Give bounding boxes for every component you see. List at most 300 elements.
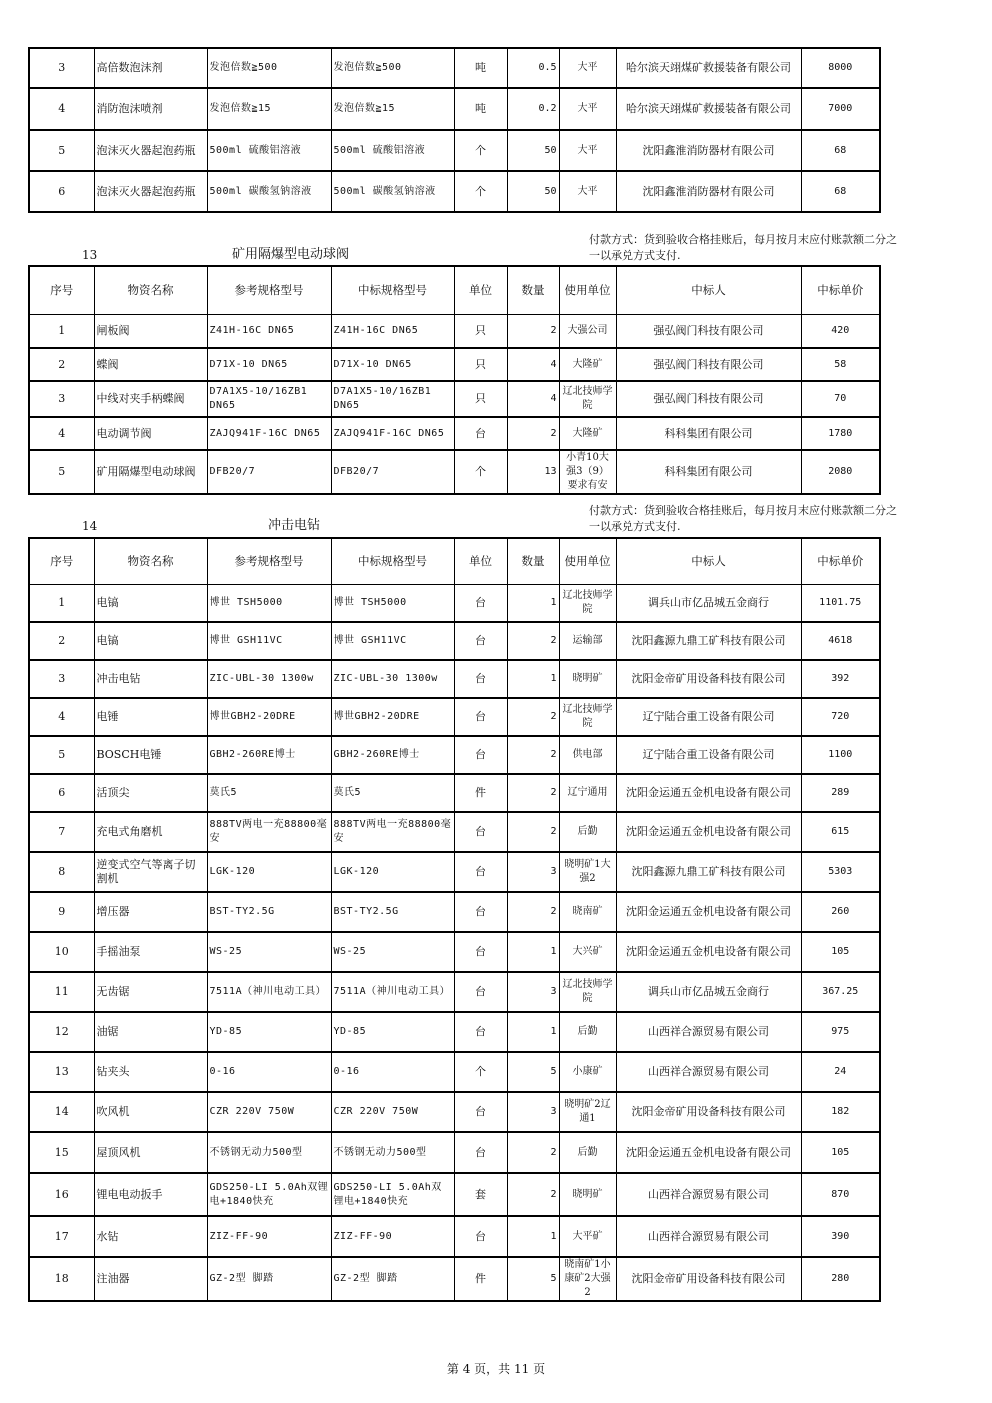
cell-vendor: 辽宁陆合重工设备有限公司 (616, 736, 801, 774)
table-row (29, 660, 880, 698)
cell-vendor: 强弘阀门科技有限公司 (616, 348, 801, 381)
cell-quantity: 3 (507, 852, 559, 892)
cell-user-unit: 大平 (559, 171, 616, 212)
table-row (29, 972, 880, 1012)
table-row (29, 130, 880, 171)
cell-row-number: 2 (29, 622, 94, 660)
cell-user-unit: 大平 (559, 130, 616, 171)
section-13-header (28, 232, 897, 268)
cell-user-unit: 晓明矿 (559, 660, 616, 698)
cell-user-unit: 大隆矿 (559, 417, 616, 450)
cell-vendor: 沈阳金运通五金机电设备有限公司 (616, 1132, 801, 1173)
cell-unit-price: 105 (801, 932, 880, 972)
cell-user-unit: 运输部 (559, 622, 616, 660)
cell-unit-price: 58 (801, 348, 880, 381)
cell-unit-price: 1100 (801, 736, 880, 774)
page-footer: 第 4 页，共 11 页 (446, 1362, 546, 1376)
cell-row-number: 2 (29, 348, 94, 381)
table-row (29, 736, 880, 774)
cell-bid-spec: GBH2-260RE博士 (331, 736, 454, 774)
cell-bid-spec: YD-85 (331, 1012, 454, 1052)
cell-unit: 台 (454, 1132, 507, 1173)
table-row (29, 1012, 880, 1052)
cell-quantity: 1 (507, 932, 559, 972)
table-row (29, 1257, 880, 1301)
cell-unit: 只 (454, 348, 507, 381)
cell-user-unit: 大隆矿 (559, 348, 616, 381)
cell-bid-spec: 500ml 硫酸铝溶液 (331, 130, 454, 171)
cell-row-number: 5 (29, 736, 94, 774)
cell-ref-spec: 发泡倍数≧500 (207, 48, 331, 88)
col-header-bid: 中标规格型号 (331, 538, 454, 584)
cell-item-name: 油锯 (94, 1012, 207, 1052)
cell-ref-spec: 发泡倍数≧15 (207, 88, 331, 130)
cell-unit: 个 (454, 130, 507, 171)
cell-unit: 套 (454, 1173, 507, 1216)
cell-ref-spec: 0-16 (207, 1052, 331, 1092)
cell-unit: 件 (454, 774, 507, 812)
col-header-name: 物资名称 (94, 266, 207, 314)
table-row (29, 348, 880, 381)
cell-user-unit: 晓明矿2辽通1 (559, 1092, 616, 1132)
cell-ref-spec: WS-25 (207, 932, 331, 972)
cell-bid-spec: CZR 220V 750W (331, 1092, 454, 1132)
section-title: 矿用隔爆型电动球阀 (232, 247, 350, 262)
cell-user-unit: 小康矿 (559, 1052, 616, 1092)
cell-ref-spec: D7A1X5-10/16ZB1 DN65 (207, 381, 331, 417)
cell-item-name: 泡沫灭火器起泡药瓶 (94, 130, 207, 171)
cell-vendor: 山西祥合源贸易有限公司 (616, 1052, 801, 1092)
cell-ref-spec: 500ml 碳酸氢钠溶液 (207, 171, 331, 212)
cell-quantity: 2 (507, 314, 559, 348)
cell-row-number: 8 (29, 852, 94, 892)
cell-item-name: 泡沫灭火器起泡药瓶 (94, 171, 207, 212)
cell-bid-spec: ZIZ-FF-90 (331, 1216, 454, 1257)
table-header-row (29, 266, 880, 314)
cell-row-number: 5 (29, 130, 94, 171)
cell-item-name: 钻夹头 (94, 1052, 207, 1092)
cell-item-name: 水钻 (94, 1216, 207, 1257)
cell-bid-spec: 发泡倍数≧500 (331, 48, 454, 88)
table-header-row (29, 538, 880, 584)
cell-row-number: 7 (29, 812, 94, 852)
cell-unit-price: 68 (801, 130, 880, 171)
cell-row-number: 18 (29, 1257, 94, 1301)
table-row (29, 314, 880, 348)
cell-vendor: 调兵山市亿品城五金商行 (616, 972, 801, 1012)
cell-vendor: 沈阳金运通五金机电设备有限公司 (616, 774, 801, 812)
cell-vendor: 沈阳鑫淮消防器材有限公司 (616, 171, 801, 212)
cell-item-name: 锂电电动扳手 (94, 1173, 207, 1216)
table-row (29, 88, 880, 130)
col-header-user: 使用单位 (559, 266, 616, 314)
cell-quantity: 1 (507, 1012, 559, 1052)
cell-quantity: 3 (507, 1092, 559, 1132)
col-header-ref: 参考规格型号 (207, 538, 331, 584)
cell-quantity: 1 (507, 584, 559, 622)
cell-ref-spec: Z41H-16C DN65 (207, 314, 331, 348)
section-number: 14 (82, 519, 98, 533)
cell-unit-price: 367.25 (801, 972, 880, 1012)
cell-user-unit: 供电部 (559, 736, 616, 774)
cell-quantity: 2 (507, 736, 559, 774)
cell-unit: 台 (454, 698, 507, 736)
payment-terms: 付款方式：货到验收合格挂账后，每月按月末应付账款额二分之一以承兑方式支付. (589, 233, 897, 262)
cell-unit: 台 (454, 852, 507, 892)
cell-user-unit: 晓明矿 (559, 1173, 616, 1216)
table-row (29, 698, 880, 736)
cell-quantity: 2 (507, 1173, 559, 1216)
cell-item-name: 高倍数泡沫剂 (94, 48, 207, 88)
cell-vendor: 山西祥合源贸易有限公司 (616, 1173, 801, 1216)
cell-user-unit: 辽北技师学院 (559, 698, 616, 736)
cell-quantity: 2 (507, 892, 559, 932)
cell-unit: 个 (454, 450, 507, 494)
cell-user-unit: 晓南矿 (559, 892, 616, 932)
cell-row-number: 11 (29, 972, 94, 1012)
cell-quantity: 4 (507, 348, 559, 381)
cell-unit: 台 (454, 1216, 507, 1257)
cell-row-number: 17 (29, 1216, 94, 1257)
cell-bid-spec: D7A1X5-10/16ZB1 DN65 (331, 381, 454, 417)
cell-vendor: 强弘阀门科技有限公司 (616, 381, 801, 417)
cell-item-name: 手摇油泵 (94, 932, 207, 972)
cell-vendor: 沈阳鑫淮消防器材有限公司 (616, 130, 801, 171)
col-header-price: 中标单价 (801, 266, 880, 314)
cell-user-unit: 辽宁通用 (559, 774, 616, 812)
cell-row-number: 4 (29, 417, 94, 450)
cell-ref-spec: 莫氏5 (207, 774, 331, 812)
cell-item-name: 消防泡沫喷剂 (94, 88, 207, 130)
cell-ref-spec: 博世GBH2-20DRE (207, 698, 331, 736)
cell-item-name: 充电式角磨机 (94, 812, 207, 852)
cell-row-number: 4 (29, 698, 94, 736)
col-header-vendor: 中标人 (616, 538, 801, 584)
col-header-qty: 数量 (507, 266, 559, 314)
cell-unit: 台 (454, 892, 507, 932)
cell-unit-price: 280 (801, 1257, 880, 1301)
cell-vendor: 沈阳鑫源九鼎工矿科技有限公司 (616, 852, 801, 892)
cell-quantity: 1 (507, 1216, 559, 1257)
col-header-no: 序号 (29, 266, 94, 314)
col-header-qty: 数量 (507, 538, 559, 584)
cell-row-number: 3 (29, 48, 94, 88)
cell-bid-spec: ZAJQ941F-16C DN65 (331, 417, 454, 450)
cell-unit-price: 870 (801, 1173, 880, 1216)
cell-item-name: 增压器 (94, 892, 207, 932)
cell-unit: 只 (454, 314, 507, 348)
cell-item-name: 蝶阀 (94, 348, 207, 381)
col-header-user: 使用单位 (559, 538, 616, 584)
table-row (29, 450, 880, 494)
cell-unit-price: 24 (801, 1052, 880, 1092)
cell-unit-price: 1780 (801, 417, 880, 450)
cell-ref-spec: D71X-10 DN65 (207, 348, 331, 381)
cell-bid-spec: D71X-10 DN65 (331, 348, 454, 381)
cell-vendor: 哈尔滨天翊煤矿救援装备有限公司 (616, 88, 801, 130)
cell-quantity: 13 (507, 450, 559, 494)
cell-vendor: 科科集团有限公司 (616, 450, 801, 494)
cell-unit-price: 68 (801, 171, 880, 212)
cell-quantity: 2 (507, 812, 559, 852)
cell-item-name: 电镐 (94, 584, 207, 622)
cell-vendor: 沈阳金帝矿用设备科技有限公司 (616, 1257, 801, 1301)
cell-user-unit: 辽北技师学院 (559, 584, 616, 622)
cell-ref-spec: 888TV两电一充88800毫安 (207, 812, 331, 852)
cell-ref-spec: 博世 TSH5000 (207, 584, 331, 622)
cell-unit: 吨 (454, 48, 507, 88)
cell-bid-spec: 博世 GSH11VC (331, 622, 454, 660)
table-row (29, 1092, 880, 1132)
cell-quantity: 4 (507, 381, 559, 417)
cell-bid-spec: 500ml 碳酸氢钠溶液 (331, 171, 454, 212)
table-section-13 (28, 265, 881, 495)
cell-row-number: 10 (29, 932, 94, 972)
cell-unit: 台 (454, 417, 507, 450)
cell-quantity: 2 (507, 417, 559, 450)
cell-user-unit: 大兴矿 (559, 932, 616, 972)
cell-user-unit: 辽北技师学院 (559, 972, 616, 1012)
table-row (29, 584, 880, 622)
cell-ref-spec: CZR 220V 750W (207, 1092, 331, 1132)
table-row (29, 622, 880, 660)
cell-bid-spec: GZ-2型 脚踏 (331, 1257, 454, 1301)
cell-quantity: 2 (507, 622, 559, 660)
cell-unit-price: 8000 (801, 48, 880, 88)
cell-row-number: 6 (29, 774, 94, 812)
cell-unit-price: 5303 (801, 852, 880, 892)
cell-unit: 只 (454, 381, 507, 417)
cell-ref-spec: 500ml 硫酸铝溶液 (207, 130, 331, 171)
cell-quantity: 5 (507, 1257, 559, 1301)
cell-bid-spec: GDS250-LI 5.0Ah双锂电+1840快充 (331, 1173, 454, 1216)
table-row (29, 171, 880, 212)
table-row (29, 892, 880, 932)
cell-item-name: 无齿锯 (94, 972, 207, 1012)
cell-row-number: 16 (29, 1173, 94, 1216)
cell-vendor: 沈阳金运通五金机电设备有限公司 (616, 812, 801, 852)
cell-unit-price: 720 (801, 698, 880, 736)
cell-ref-spec: DFB20/7 (207, 450, 331, 494)
cell-quantity: 2 (507, 698, 559, 736)
cell-user-unit: 晓明矿1大强2 (559, 852, 616, 892)
cell-row-number: 4 (29, 88, 94, 130)
cell-unit: 个 (454, 171, 507, 212)
cell-ref-spec: GDS250-LI 5.0Ah双锂电+1840快充 (207, 1173, 331, 1216)
cell-user-unit: 大强公司 (559, 314, 616, 348)
cell-user-unit: 后勤 (559, 812, 616, 852)
cell-quantity: 3 (507, 972, 559, 1012)
cell-unit-price: 289 (801, 774, 880, 812)
cell-vendor: 哈尔滨天翊煤矿救援装备有限公司 (616, 48, 801, 88)
cell-unit: 个 (454, 1052, 507, 1092)
cell-row-number: 13 (29, 1052, 94, 1092)
cell-row-number: 1 (29, 584, 94, 622)
cell-user-unit: 大平 (559, 88, 616, 130)
cell-quantity: 1 (507, 660, 559, 698)
cell-bid-spec: BST-TY2.5G (331, 892, 454, 932)
cell-row-number: 15 (29, 1132, 94, 1173)
table-row (29, 852, 880, 892)
cell-unit: 台 (454, 1012, 507, 1052)
cell-bid-spec: 不锈钢无动力500型 (331, 1132, 454, 1173)
cell-bid-spec: WS-25 (331, 932, 454, 972)
cell-ref-spec: 博世 GSH11VC (207, 622, 331, 660)
cell-quantity: 0.2 (507, 88, 559, 130)
cell-row-number: 6 (29, 171, 94, 212)
section-number: 13 (82, 248, 98, 262)
cell-ref-spec: BST-TY2.5G (207, 892, 331, 932)
cell-quantity: 2 (507, 774, 559, 812)
cell-bid-spec: DFB20/7 (331, 450, 454, 494)
cell-bid-spec: 博世GBH2-20DRE (331, 698, 454, 736)
table-row (29, 812, 880, 852)
cell-item-name: 冲击电钻 (94, 660, 207, 698)
cell-user-unit: 小青10大强3（9）要求有安 (559, 450, 616, 494)
cell-row-number: 9 (29, 892, 94, 932)
cell-bid-spec: 7511A（神川电动工具） (331, 972, 454, 1012)
cell-vendor: 沈阳金运通五金机电设备有限公司 (616, 932, 801, 972)
cell-unit-price: 7000 (801, 88, 880, 130)
cell-row-number: 1 (29, 314, 94, 348)
cell-vendor: 辽宁陆合重工设备有限公司 (616, 698, 801, 736)
cell-item-name: 闸板阀 (94, 314, 207, 348)
cell-row-number: 3 (29, 660, 94, 698)
cell-bid-spec: 发泡倍数≧15 (331, 88, 454, 130)
cell-item-name: 屋顶风机 (94, 1132, 207, 1173)
col-header-name: 物资名称 (94, 538, 207, 584)
cell-unit-price: 105 (801, 1132, 880, 1173)
cell-unit-price: 70 (801, 381, 880, 417)
section-14-header (28, 503, 897, 539)
cell-unit: 吨 (454, 88, 507, 130)
cell-user-unit: 晓南矿1小康矿2大强2 (559, 1257, 616, 1301)
cell-vendor: 强弘阀门科技有限公司 (616, 314, 801, 348)
cell-bid-spec: ZIC-UBL-30 1300w (331, 660, 454, 698)
table-row (29, 417, 880, 450)
cell-bid-spec: 博世 TSH5000 (331, 584, 454, 622)
cell-bid-spec: Z41H-16C DN65 (331, 314, 454, 348)
table-row (29, 48, 880, 88)
cell-ref-spec: ZIZ-FF-90 (207, 1216, 331, 1257)
cell-unit-price: 1101.75 (801, 584, 880, 622)
cell-quantity: 2 (507, 1132, 559, 1173)
cell-ref-spec: 不锈钢无动力500型 (207, 1132, 331, 1173)
cell-bid-spec: 888TV两电一充88800毫安 (331, 812, 454, 852)
cell-unit: 台 (454, 812, 507, 852)
cell-item-name: 电锤 (94, 698, 207, 736)
cell-unit-price: 975 (801, 1012, 880, 1052)
cell-user-unit: 大平 (559, 48, 616, 88)
table-row (29, 381, 880, 417)
cell-unit-price: 4618 (801, 622, 880, 660)
table-section-14 (28, 537, 881, 1302)
cell-vendor: 调兵山市亿品城五金商行 (616, 584, 801, 622)
cell-user-unit: 后勤 (559, 1132, 616, 1173)
cell-user-unit: 辽北技师学院 (559, 381, 616, 417)
cell-unit-price: 2080 (801, 450, 880, 494)
table-row (29, 1216, 880, 1257)
cell-bid-spec: 莫氏5 (331, 774, 454, 812)
cell-item-name: 逆变式空气等离子切割机 (94, 852, 207, 892)
cell-unit: 台 (454, 972, 507, 1012)
payment-terms: 付款方式：货到验收合格挂账后，每月按月末应付账款额二分之一以承兑方式支付. (589, 504, 897, 533)
cell-unit: 台 (454, 932, 507, 972)
cell-unit-price: 420 (801, 314, 880, 348)
cell-bid-spec: 0-16 (331, 1052, 454, 1092)
cell-vendor: 科科集团有限公司 (616, 417, 801, 450)
cell-ref-spec: GBH2-260RE博士 (207, 736, 331, 774)
cell-ref-spec: ZAJQ941F-16C DN65 (207, 417, 331, 450)
col-header-price: 中标单价 (801, 538, 880, 584)
cell-unit: 台 (454, 622, 507, 660)
cell-unit: 台 (454, 660, 507, 698)
cell-unit-price: 182 (801, 1092, 880, 1132)
cell-vendor: 沈阳鑫源九鼎工矿科技有限公司 (616, 622, 801, 660)
cell-item-name: 吹风机 (94, 1092, 207, 1132)
cell-unit: 台 (454, 584, 507, 622)
cell-item-name: BOSCH电锤 (94, 736, 207, 774)
cell-quantity: 5 (507, 1052, 559, 1092)
cell-vendor: 山西祥合源贸易有限公司 (616, 1216, 801, 1257)
cell-unit-price: 615 (801, 812, 880, 852)
cell-quantity: 50 (507, 171, 559, 212)
cell-unit-price: 390 (801, 1216, 880, 1257)
col-header-unit: 单位 (454, 538, 507, 584)
cell-unit-price: 260 (801, 892, 880, 932)
col-header-no: 序号 (29, 538, 94, 584)
cell-item-name: 中线对夹手柄蝶阀 (94, 381, 207, 417)
cell-vendor: 山西祥合源贸易有限公司 (616, 1012, 801, 1052)
cell-user-unit: 大平矿 (559, 1216, 616, 1257)
cell-ref-spec: YD-85 (207, 1012, 331, 1052)
table-row (29, 1173, 880, 1216)
cell-unit-price: 392 (801, 660, 880, 698)
cell-ref-spec: GZ-2型 脚踏 (207, 1257, 331, 1301)
cell-item-name: 矿用隔爆型电动球阀 (94, 450, 207, 494)
cell-bid-spec: LGK-120 (331, 852, 454, 892)
table-continued (28, 47, 881, 213)
cell-quantity: 50 (507, 130, 559, 171)
cell-vendor: 沈阳金帝矿用设备科技有限公司 (616, 1092, 801, 1132)
cell-item-name: 注油器 (94, 1257, 207, 1301)
cell-row-number: 5 (29, 450, 94, 494)
cell-ref-spec: LGK-120 (207, 852, 331, 892)
cell-unit: 台 (454, 736, 507, 774)
cell-item-name: 电镐 (94, 622, 207, 660)
col-header-bid: 中标规格型号 (331, 266, 454, 314)
col-header-unit: 单位 (454, 266, 507, 314)
cell-row-number: 12 (29, 1012, 94, 1052)
cell-unit: 件 (454, 1257, 507, 1301)
table-row (29, 1052, 880, 1092)
table-row (29, 1132, 880, 1173)
section-title: 冲击电钻 (268, 518, 321, 533)
cell-ref-spec: ZIC-UBL-30 1300w (207, 660, 331, 698)
cell-vendor: 沈阳金帝矿用设备科技有限公司 (616, 660, 801, 698)
cell-vendor: 沈阳金运通五金机电设备有限公司 (616, 892, 801, 932)
cell-unit: 台 (454, 1092, 507, 1132)
cell-row-number: 14 (29, 1092, 94, 1132)
col-header-vendor: 中标人 (616, 266, 801, 314)
cell-row-number: 3 (29, 381, 94, 417)
table-row (29, 774, 880, 812)
col-header-ref: 参考规格型号 (207, 266, 331, 314)
cell-ref-spec: 7511A（神川电动工具） (207, 972, 331, 1012)
cell-user-unit: 后勤 (559, 1012, 616, 1052)
cell-item-name: 电动调节阀 (94, 417, 207, 450)
cell-item-name: 活顶尖 (94, 774, 207, 812)
